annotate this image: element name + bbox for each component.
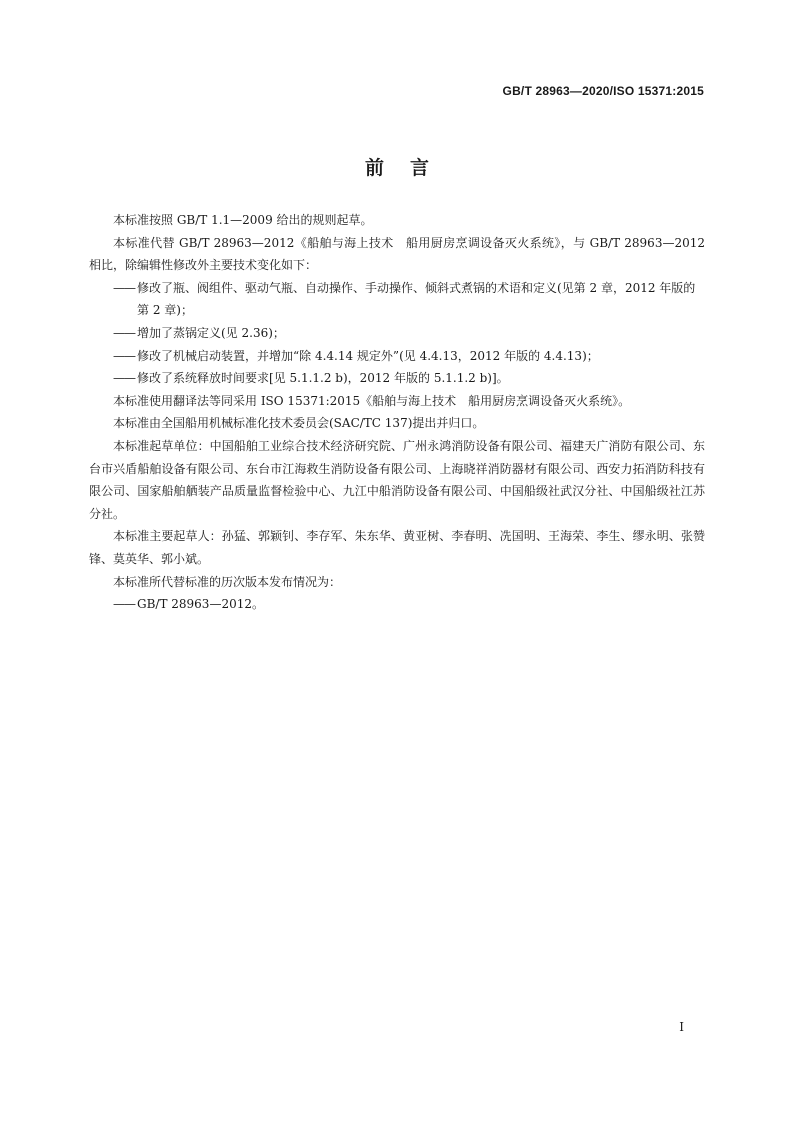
dash-mark: —— <box>113 371 135 386</box>
history-item <box>89 593 705 616</box>
paragraph-history-intro: 本标准所代替标准的历次版本发布情况为： <box>113 574 342 589</box>
foreword-body <box>89 209 705 616</box>
paragraph-drafters: 本标准主要起草人：孙猛、郭颖钊、李存军、朱东华、黄亚树、李春明、冼国明、王海荣、李生、缪永明、张赞锋、莫英华、郭小斌。 <box>89 529 705 566</box>
change-item-text: 修改了系统释放时间要求[见 5.1.1.2 b)，2012 年版的 5.1.1.2 b)]。 <box>137 371 509 386</box>
page-number: I <box>679 1020 684 1034</box>
dash-mark: —— <box>113 348 135 363</box>
change-item-text: 修改了瓶、阀组件、驱动气瓶、自动操作、手动操作、倾斜式煮锅的术语和定义(见第 2 章，2012 年版的第 2 章)； <box>137 280 696 318</box>
change-item <box>89 277 705 322</box>
paragraph-replaces: 本标准代替 GB/T 28963—2012《船舶与海上技术 船用厨房烹调设备灭火系统》，与 GB/T 28963—2012 相比，除编辑性修改外主要技术变化如下： <box>89 235 705 273</box>
change-item <box>89 322 705 345</box>
change-item <box>89 345 705 368</box>
paragraph-drafting-units: 本标准起草单位：中国船舶工业综合技术经济研究院、广州永鸿消防设备有限公司、福建天广消防有限公司、东台市兴盾船舶设备有限公司、东台市江海救生消防设备有限公司、上海晓祥消防器材有限公司、西安力拓消防科技有限公司、国家船舶舾装产品质量监督检验中心、九江中船消防设备有限公司、中国船级社武汉分社、中国船级社江苏分社。 <box>89 438 705 521</box>
dash-mark: —— <box>113 280 135 295</box>
change-item-text: 修改了机械启动装置，并增加“除 4.4.14 规定外”(见 4.4.13，2012 年版的 4.4.13)； <box>137 348 599 363</box>
paragraph-drafting-rules: 本标准按照 GB/T 1.1—2009 给出的规则起草。 <box>113 213 373 227</box>
standard-code-header: GB/T 28963—2020/ISO 15371:2015 <box>502 84 704 98</box>
dash-mark: —— <box>113 597 135 612</box>
history-item-text: GB/T 28963—2012。 <box>137 597 264 612</box>
page-title: 前言 <box>364 157 455 179</box>
change-item <box>89 367 705 390</box>
paragraph-committee: 本标准由全国船用机械标准化技术委员会(SAC/TC 137)提出并归口。 <box>113 416 485 431</box>
paragraph-adoption: 本标准使用翻译法等同采用 ISO 15371:2015《船舶与海上技术 船用厨房烹调设备灭火系统》。 <box>113 393 631 408</box>
change-item-text: 增加了蒸锅定义(见 2.36)； <box>137 325 285 340</box>
dash-mark: —— <box>113 325 135 340</box>
